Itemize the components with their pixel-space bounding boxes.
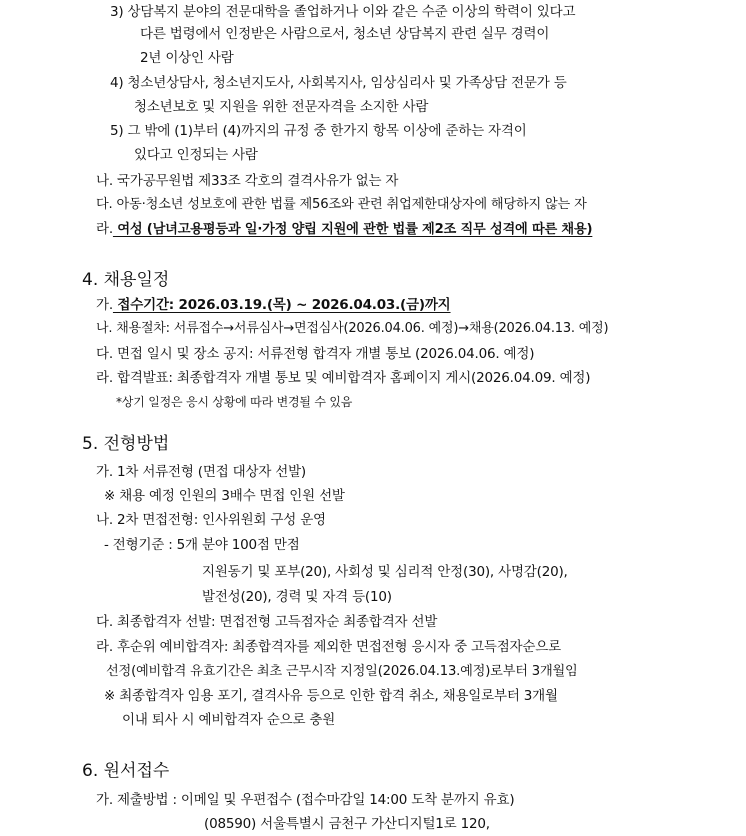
qualification-item-3: 3) 상담복지 분야의 전문대학을 졸업하거나 이와 같은 수준 이상의 학력이 있다고 [110, 4, 576, 20]
section-heading-schedule: 4. 채용일정 [82, 270, 170, 290]
application-method: 가. 제출방법 : 이메일 및 우편접수 (접수마감일 14:00 도착 분까지 유효) [96, 792, 515, 808]
schedule-ga [96, 295, 451, 315]
selection-ra: 라. 후순위 예비합격자: 최종합격자를 제외한 면접전형 응시자 중 고득점자순으로 [96, 639, 561, 655]
selection-na: 나. 2차 면접전형: 인사위원회 구성 운영 [96, 512, 326, 528]
application-period: 접수기간: 2026.03.19.(목) ~ 2026.04.03.(금)까지 [112, 297, 451, 313]
qualification-item-4: 4) 청소년상담사, 청소년지도사, 사회복지사, 임상심리사 및 가족상담 전문가 등 [110, 75, 567, 91]
selection-ga-note: ※ 채용 예정 인원의 3배수 면접 인원 선발 [104, 488, 345, 504]
requirement-na: 나. 국가공무원법 제33조 각호의 결격사유가 없는 자 [96, 173, 399, 189]
section-heading-selection: 5. 전형방법 [82, 434, 170, 454]
selection-criteria: - 전형기준 : 5개 분야 100점 만점 [104, 537, 300, 553]
qualification-item-4-cont: 청소년보호 및 지원을 위한 전문자격을 소지한 사람 [134, 99, 429, 115]
requirement-da: 다. 아동·청소년 성보호에 관한 법률 제56조와 관련 취업제한대상자에 해당하지 않는 자 [96, 197, 587, 212]
qualification-item-3-cont2: 2년 이상인 사람 [140, 50, 234, 66]
selection-ga: 가. 1차 서류전형 (면접 대상자 선발) [96, 464, 307, 480]
qualification-item-3-cont: 다른 법령에서 인정받은 사람으로서, 청소년 상담복지 관련 실무 경력이 [140, 26, 550, 42]
selection-note-2: 이내 퇴사 시 예비합격자 순으로 충원 [122, 712, 336, 728]
selection-criteria-detail-1: 지원동기 및 포부(20), 사회성 및 심리적 안정(30), 사명감(20), [202, 564, 568, 580]
requirement-ra-prefix: 라. [96, 221, 113, 237]
schedule-na: 나. 채용절차: 서류접수→서류심사→면접심사(2026.04.06. 예정)→채용(2026.04.13. 예정) [96, 321, 609, 336]
schedule-da: 다. 면접 일시 및 장소 공지: 서류전형 합격자 개별 통보 (2026.04.06. 예정) [96, 346, 535, 362]
schedule-ra: 라. 합격발표: 최종합격자 개별 통보 및 예비합격자 홈페이지 게시(2026.04.09. 예정) [96, 370, 591, 386]
selection-criteria-detail-2: 발전성(20), 경력 및 자격 등(10) [202, 589, 392, 605]
qualification-item-5-cont: 있다고 인정되는 사람 [134, 147, 258, 163]
schedule-note: *상기 일정은 응시 상황에 따라 변경될 수 있음 [116, 395, 353, 409]
selection-note-1: ※ 최종합격자 임용 포기, 결격사유 등으로 인한 합격 취소, 채용일로부터 3개월 [104, 688, 558, 704]
application-address: (08590) 서울특별시 금천구 가산디지털1로 120, [204, 816, 490, 832]
requirement-ra [96, 219, 592, 240]
selection-ra-cont: 선정(예비합격 유효기간은 최초 근무시작 지정일(2026.04.13.예정)로부터 3개월임 [106, 664, 578, 679]
section-heading-application: 6. 원서접수 [82, 761, 170, 781]
qualification-item-5: 5) 그 밖에 (1)부터 (4)까지의 규정 중 한가지 항목 이상에 준하는 자격이 [110, 123, 527, 139]
requirement-ra-text: 여성 (남녀고용평등과 일·가정 양립 지원에 관한 법률 제2조 직무 성격에 따른 채용) [112, 222, 593, 237]
schedule-ga-prefix: 가. [96, 297, 113, 313]
selection-da: 다. 최종합격자 선발: 면접전형 고득점자순 최종합격자 선발 [96, 614, 438, 630]
